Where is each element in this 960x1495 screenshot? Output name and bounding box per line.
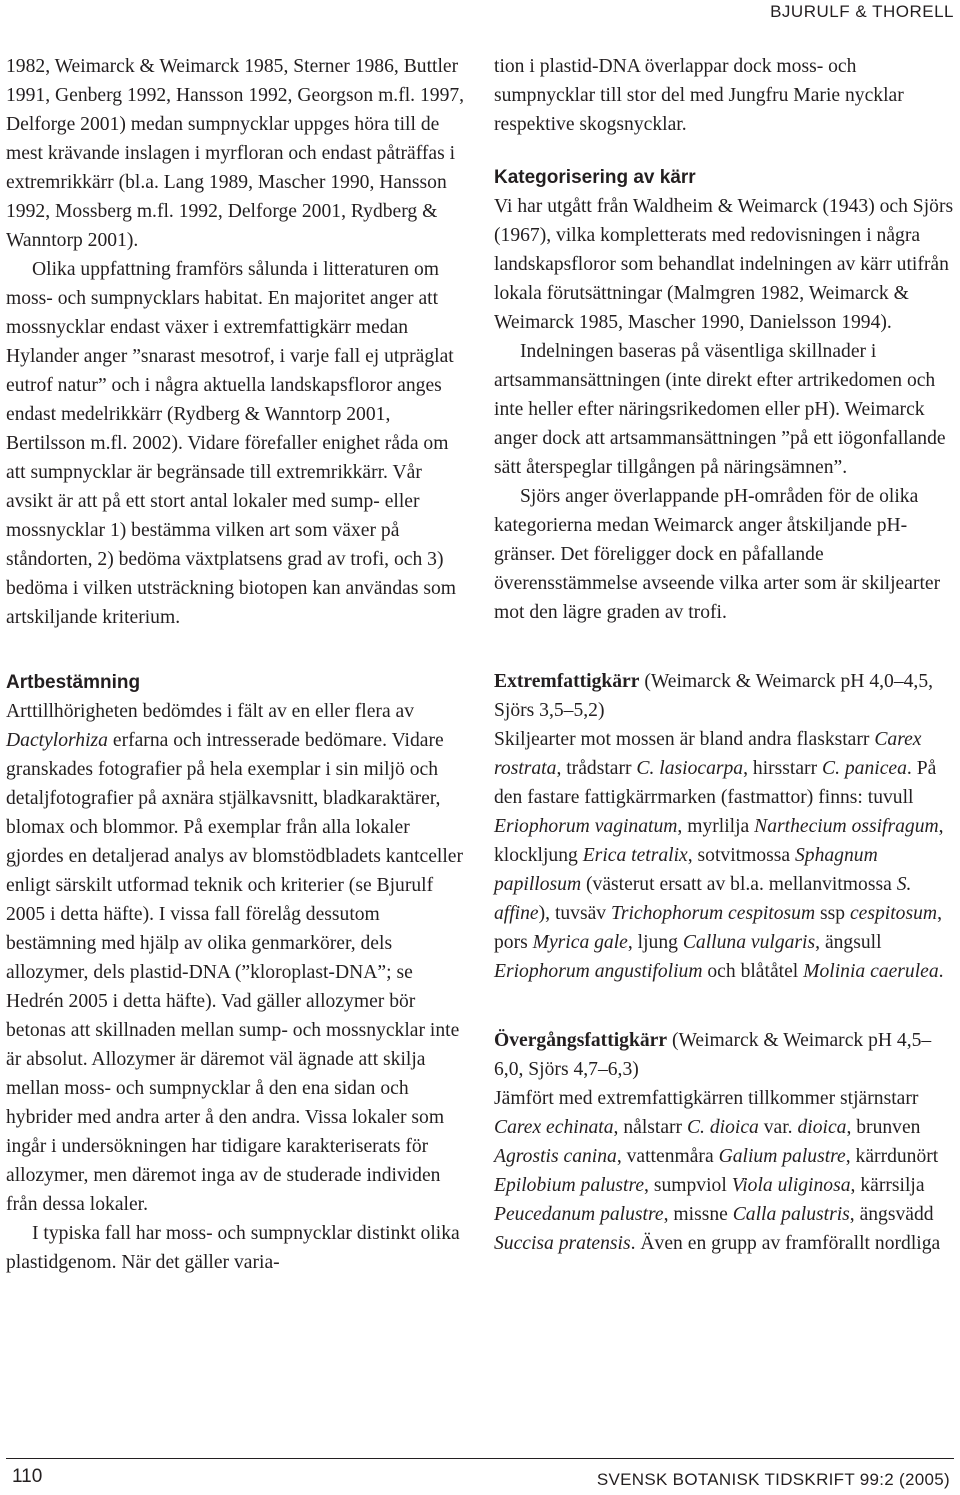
paragraph: tion i plastid-DNA överlappar dock moss- och sumpnycklar till stor del med Jungfru Marie nycklar respektive skogsnycklar. — [494, 56, 904, 135]
paragraph: Sjörs anger överlappande pH-områden för de olika kategorierna medan Weimarck anger åtskiljande pH-gränser. Det föreligger dock en påfallande överensstämmelse avseende vilka arter som är skiljearter mot den lägre graden av trofi. — [494, 486, 941, 623]
section-heading-artbestamning: Artbestämning — [6, 672, 141, 693]
paragraph: Indelningen baseras på väsentliga skillnader i artsammansättningen (inte direkt efter artrikedomen och inte heller efter näringsrikedomen eller pH). Weimarck anger dock att artsammansättningen ”på ett iögonfallande sätt återspeglar tillgången på näringsämnen”. — [494, 341, 946, 478]
paragraph: Arttillhörigheten bedömdes i fält av en eller flera av Dactylorhiza erfarna och intresserade bedömare. Vidare granskades fotografier på hela exemplar i sin miljö och detaljfotografier på axnära stjälkavsnitt, bladkaraktärer, blomax och blommor. På exemplar från alla lokaler gjordes en detaljerad analys av blomstödbladets kantceller enligt särskilt utformad teknik och kriterier (se Bjurulf 2005 i detta häfte). I vissa fall förelåg dessutom bestämning med hjälp av olika genmarkörer, dels allozymer, dels plastid-DNA (”kloroplast-DNA”; se Hedrén 2005 i detta häfte). Vad gäller allozymer bör betonas att skillnaden mellan sump- och mossnycklar inte är absolut. Allozymer är däremot väl ägnade att skilja mellan moss- och sumpnycklar å den ena sidan och hybrider med andra arter å den andra. Vissa lokaler som ingår i undersökningen har tidigare karakteriserats för allozymer, men däremot inga av de studerade individen från dessa lokaler. — [6, 701, 464, 1215]
paragraph-overgangsfattigkarr: Övergångsfattigkärr (Weimarck & Weimarck pH 4,5–6,0, Sjörs 4,7–6,3) — [494, 1030, 932, 1080]
left-column — [6, 52, 466, 1277]
paragraph: Olika uppfattning framförs sålunda i litteraturen om moss- och sumpnycklars habitat. En majoritet anger att mossnycklar endast växer i extremfattigkärr medan Hylander anger ”snarast mesotrof, i varje fall ej utpräglat eutrof natur” och i några aktuella landskapsfloror anges endast medelrikkärr (Rydberg & Wanntorp 2001, Bertilsson m.fl. 2002). Vidare förefaller enighet råda om att sumpnycklar är begränsade till extremrikkärr. Vår avsikt är att på ett stort antal lokaler med sump- eller mossnycklar 1) bestämma vilken art som växer på ståndorten, 2) bedöma växtplatsens grad av trofi, och 3) bedöma i vilken utsträckning biotopen kan användas som artskiljande kriterium. — [6, 259, 457, 628]
paragraph: Skiljearter mot mossen är bland andra flaskstarr Carex rostrata, trådstarr C. lasiocarpa, hirsstarr C. panicea. På den fastare fattigkärrmarken (fastmattor) finns: tuvull Eriophorum vaginatum, myrlilja Narthecium ossifragum, klockljung Erica tetralix, sotvitmossa Sphagnum papillosum (västerut ersatt av bl.a. mellanvitmossa S. affine), tuvsäv Trichophorum cespitosum ssp cespitosum, pors Myrica gale, ljung Calluna vulgaris, ängsull Eriophorum angustifolium och blåtåtel Molinia caerulea. — [494, 729, 944, 982]
section-heading-kategorisering: Kategorisering av kärr — [494, 167, 696, 188]
paragraph: I typiska fall har moss- och sumpnycklar distinkt olika plastidgenom. När det gäller varia- — [6, 1223, 460, 1273]
paragraph: 1982, Weimarck & Weimarck 1985, Sterner 1986, Buttler 1991, Genberg 1992, Hansson 1992, Georgson m.fl. 1997, Delforge 2001) medan sumpnycklar uppges höra till de mest krävande inslagen i myrfloran och endast påträffas i extremrikkärr (bl.a. Lang 1989, Mascher 1990, Hansson 1992, Mossberg m.fl. 1992, Delforge 2001, Rydberg & Wanntorp 2001). — [6, 56, 465, 251]
paragraph: Vi har utgått från Waldheim & Weimarck (1943) och Sjörs (1967), vilka kompletterats med redovisningen i några landskapsfloror som behandlat indelningen av kärr utifrån lokala förutsättningar (Malmgren 1982, Weimarck & Weimarck 1985, Mascher 1990, Danielsson 1994). — [494, 196, 954, 333]
right-column — [494, 52, 954, 1258]
page-number: 110 — [12, 1466, 43, 1487]
paragraph: Jämfört med extremfattigkärren tillkommer stjärnstarr Carex echinata, nålstarr C. dioica var. dioica, brunven Agrostis canina, vattenmåra Galium palustre, kärrdunört Epilobium palustre, sumpviol Viola uliginosa, kärrsilja Peucedanum palustre, missne Calla palustris, ängsvädd Succisa pratensis. Även en grupp av framförallt nordliga — [494, 1088, 941, 1254]
journal-footer: SVENSK BOTANISK TIDSKRIFT 99:2 (2005) — [596, 1470, 950, 1489]
paragraph-extremfattigkarr: Extremfattigkärr (Weimarck & Weimarck pH 4,0–4,5, Sjörs 3,5–5,2) — [494, 671, 934, 721]
footer-rule — [6, 1458, 954, 1459]
running-header-author: BJURULF & THORELL — [770, 2, 954, 21]
